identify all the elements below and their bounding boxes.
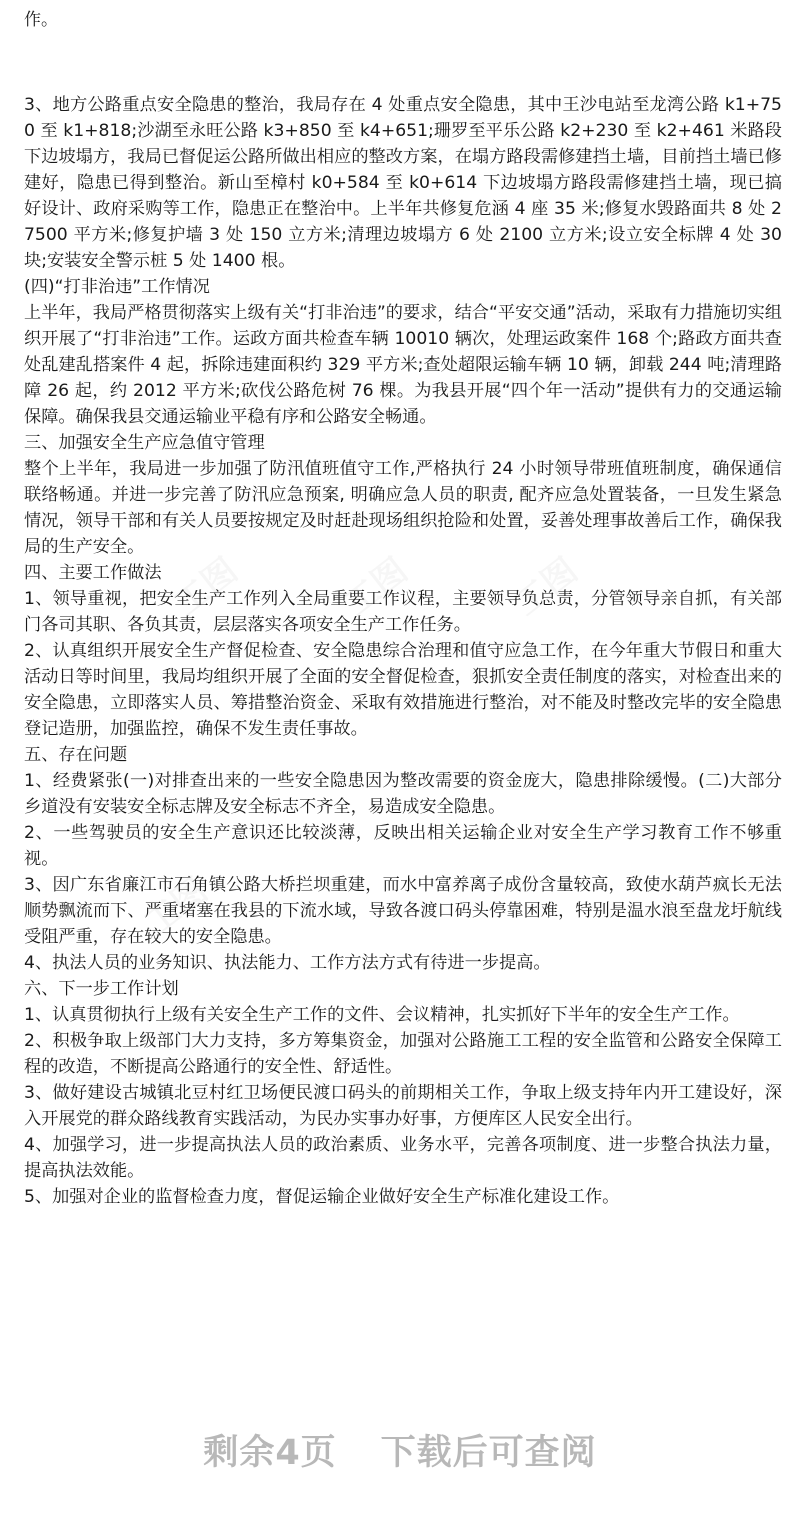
paragraph: 整个上半年，我局进一步加强了防汛值班值守工作,严格执行 24 小时领导带班值班制度，确保通信联络畅通。并进一步完善了防汛应急预案, 明确应急人员的职责, 配齐应急处置装备，一旦发生紧急情况，领导干部和有关人员要按规定及时赶赴现场组织抢险和处置，妥善处理事故善后工作，确保我局的生产安全。 — [24, 459, 782, 557]
paragraph: 四、主要工作做法 — [24, 563, 162, 583]
remaining-pages-label[interactable]: 剩余4页 — [203, 1433, 337, 1473]
paragraph: 3、因广东省廉江市石角镇公路大桥拦坝重建，而水中富养离子成份含量较高，致使水葫芦疯长无法顺势飘流而下、严重堵塞在我县的下流水域，导致各渡口码头停靠困难，特别是温水浪至盘龙圩航线受阻严重，存在较大的安全隐患。 — [24, 875, 782, 947]
paragraph: 5、加强对企业的监督检查力度，督促运输企业做好安全生产标准化建设工作。 — [24, 1187, 620, 1207]
paragraph: 4、加强学习，进一步提高执法人员的政治素质、业务水平，完善各项制度、进一步整合执法力量，提高执法效能。 — [24, 1135, 782, 1181]
paragraph: (四)“打非治违”工作情况 — [24, 277, 210, 297]
paragraph: 三、加强安全生产应急值守管理 — [24, 433, 265, 453]
paragraph: 六、下一步工作计划 — [24, 979, 179, 999]
paragraph: 3、做好建设古城镇北豆村红卫场便民渡口码头的前期相关工作，争取上级支持年内开工建设好，深入开展党的群众路线教育实践活动，为民办实事办好事，方便库区人民安全出行。 — [24, 1083, 782, 1129]
download-hint-label[interactable]: 下载后可查阅 — [380, 1433, 597, 1473]
paragraph: 3、地方公路重点安全隐患的整治，我局存在 4 处重点安全隐患，其中王沙电站至龙湾公路 k1+750 至 k1+818;沙湖至永旺公路 k3+850 至 k4+651;珊罗至平乐公路 k2+230 至 k2+461 米路段下边坡塌方，我局已督促运公路所做出相应的整改方案，在塌方路段需修建挡土墙，目前挡土墙已修建好，隐患已得到整治。新山至樟村 k0+584 至 k0+614 下边坡塌方路段需修建挡土墙，现已搞好设计、政府采购等工作，隐患正在整治中。上半年共修复危涵 4 座 35 米;修复水毁路面共 8 处 27500 平方米;修复护墙 3 处 150 立方米;清理边坡塌方 6 处 2100 立方米;设立安全标牌 4 处 30 块;安装安全警示桩 5 处 1400 根。 — [24, 95, 782, 271]
document-body — [24, 92, 782, 1210]
paragraph: 上半年，我局严格贯彻落实上级有关“打非治违”的要求，结合“平安交通”活动，采取有力措施切实组织开展了“打非治违”工作。运政方面共检查车辆 10010 辆次，处理运政案件 168 个;路政方面共查处乱建乱搭案件 4 起，拆除违建面积约 329 平方米;查处超限运输车辆 10 辆，卸载 244 吨;清理路障 26 起，约 2012 平方米;砍伐公路危树 76 棵。为我县开展“四个年一活动”提供有力的交通运输保障。确保我县交通运输业平稳有序和公路安全畅通。 — [24, 303, 782, 427]
paragraph: 2、积极争取上级部门大力支持，多方筹集资金，加强对公路施工工程的安全监管和公路安全保障工程的改造，不断提高公路通行的安全性、舒适性。 — [24, 1031, 782, 1077]
remaining-pages-banner[interactable] — [0, 1420, 800, 1480]
paragraph: 五、存在问题 — [24, 745, 128, 765]
top-partial-line-2: 作。 — [24, 10, 58, 30]
paragraph: 1、经费紧张(一)对排查出来的一些安全隐患因为整改需要的资金庞大，隐患排除缓慢。(二)大部分乡道没有安装安全标志牌及安全标志不齐全，易造成安全隐患。 — [24, 771, 782, 817]
top-partial-line — [24, 6, 780, 34]
paragraph: 4、执法人员的业务知识、执法能力、工作方法方式有待进一步提高。 — [24, 953, 551, 973]
paragraph: 1、认真贯彻执行上级有关安全生产工作的文件、会议精神，扎实抓好下半年的安全生产工作。 — [24, 1005, 740, 1025]
paragraph: 2、一些驾驶员的安全生产意识还比较淡薄，反映出相关运输企业对安全生产学习教育工作不够重视。 — [24, 823, 782, 869]
paragraph: 1、领导重视，把安全生产工作列入全局重要工作议程，主要领导负总责，分管领导亲自抓，有关部门各司其职、各负其责，层层落实各项安全生产工作任务。 — [24, 589, 782, 635]
paragraph: 2、认真组织开展安全生产督促检查、安全隐患综合治理和值守应急工作，在今年重大节假日和重大活动日等时间里，我局均组织开展了全面的安全督促检查，狠抓安全责任制度的落实，对检查出来的安全隐患，立即落实人员、筹措整治资金、采取有效措施进行整治，对不能及时整改完毕的安全隐患登记造册，加强监控，确保不发生责任事故。 — [24, 641, 782, 739]
